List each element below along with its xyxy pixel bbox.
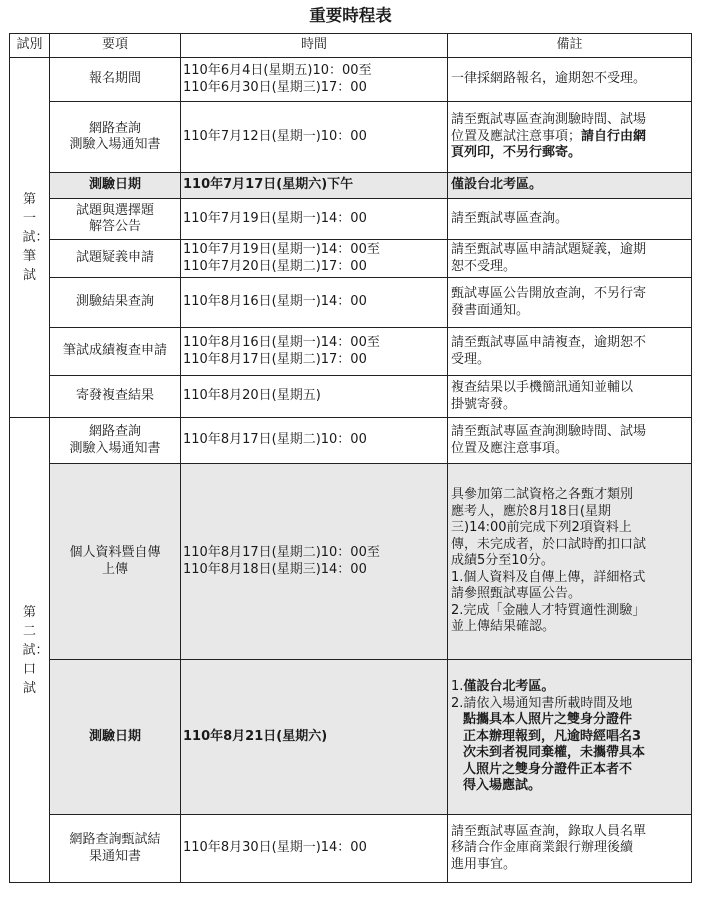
- note-cell: 1.僅設台北考區。 2.請依入場通知書所載時間及地 點攜具本人照片之雙身分證件 正本辦理報到，凡逾時經唱名3 次未到者視同棄權，未攜帶具本 人照片之雙身分證件正本者不 得入場應試。: [448, 660, 692, 815]
- time-cell: 110年7月19日(星期一)14：00至 110年7月20日(星期二)17：00: [181, 240, 448, 278]
- time-cell: 110年7月12日(星期一)10：00: [181, 102, 448, 173]
- item-cell: 測驗日期: [50, 173, 181, 199]
- note-cell: 僅設台北考區。: [448, 173, 692, 199]
- header-row: [10, 34, 692, 58]
- time-cell: 110年8月16日(星期一)14：00至 110年8月17日(星期二)17：00: [181, 328, 448, 376]
- item-cell: 測驗日期: [50, 660, 181, 815]
- table-row: [10, 328, 692, 376]
- table-row: [10, 58, 692, 102]
- page-title: 重要時程表: [309, 6, 392, 25]
- note-cell: 請至甄試專區查詢。: [448, 199, 692, 240]
- note-cell: 一律採網路報名，逾期恕不受理。: [448, 58, 692, 102]
- table-row: [10, 815, 692, 883]
- item-cell: 試題與選擇題 解答公告: [50, 199, 181, 240]
- table-row: [10, 376, 692, 418]
- time-cell: 110年7月19日(星期一)14：00: [181, 199, 448, 240]
- table-row: [10, 173, 692, 199]
- table-row: [10, 418, 692, 464]
- item-cell: 試題疑義申請: [50, 240, 181, 278]
- item-cell: 個人資料暨自傳 上傳: [50, 464, 181, 660]
- table-row: [10, 278, 692, 328]
- header-note: 備註: [448, 34, 692, 58]
- table-row: [10, 464, 692, 660]
- item-cell: 網路查詢甄試結 果通知書: [50, 815, 181, 883]
- stage-oral-exam: 第二試：口試: [10, 418, 50, 883]
- note-cell: 請至甄試專區查詢測驗時間、試場 位置及應注意事項。: [448, 418, 692, 464]
- time-cell: 110年8月20日(星期五): [181, 376, 448, 418]
- note-cell: 請至甄試專區申請試題疑義，逾期 恕不受理。: [448, 240, 692, 278]
- time-cell: 110年8月21日(星期六): [181, 660, 448, 815]
- item-cell: 報名期間: [50, 58, 181, 102]
- note-cell: 請至甄試專區申請複查，逾期恕不 受理。: [448, 328, 692, 376]
- note-cell: 複查結果以手機簡訊通知並輔以 掛號寄發。: [448, 376, 692, 418]
- schedule-table: [9, 33, 692, 883]
- item-cell: 筆試成績複查申請: [50, 328, 181, 376]
- header-item: 要項: [50, 34, 181, 58]
- table-row: [10, 199, 692, 240]
- table-row: [10, 660, 692, 815]
- stage-written-exam: 第一試：筆試: [10, 58, 50, 418]
- note-cell: 具參加第二試資格之各甄才類別 應考人，應於8月18日(星期 三)14:00前完成下列2項資料上 傳，未完成者，於口試時酌扣口試 成績5分至10分。 1.個人資料及自傳上傳，詳細格式 請參照甄試專區公告。 2.完成「金融人才特質適性測驗」 並上傳結果確認。: [448, 464, 692, 660]
- time-cell: 110年8月16日(星期一)14：00: [181, 278, 448, 328]
- item-cell: 測驗結果查詢: [50, 278, 181, 328]
- note-cell: 請至甄試專區查詢測驗時間、試場 位置及應試注意事項；請自行由網 頁列印，不另行郵寄。: [448, 102, 692, 173]
- table-row: [10, 102, 692, 173]
- header-time: 時間: [181, 34, 448, 58]
- time-cell: 110年8月17日(星期二)10：00至 110年8月18日(星期三)14：00: [181, 464, 448, 660]
- header-stage: 試別: [10, 34, 50, 58]
- table-row: [10, 240, 692, 278]
- item-cell: 網路查詢 測驗入場通知書: [50, 418, 181, 464]
- time-cell: 110年8月30日(星期一)14：00: [181, 815, 448, 883]
- time-cell: 110年7月17日(星期六)下午: [181, 173, 448, 199]
- time-cell: 110年6月4日(星期五)10：00至 110年6月30日(星期三)17：00: [181, 58, 448, 102]
- note-cell: 甄試專區公告開放查詢，不另行寄 發書面通知。: [448, 278, 692, 328]
- item-cell: 寄發複查結果: [50, 376, 181, 418]
- note-cell: 請至甄試專區查詢，錄取人員名單 移請合作金庫商業銀行辦理後續 進用事宜。: [448, 815, 692, 883]
- item-cell: 網路查詢 測驗入場通知書: [50, 102, 181, 173]
- time-cell: 110年8月17日(星期二)10：00: [181, 418, 448, 464]
